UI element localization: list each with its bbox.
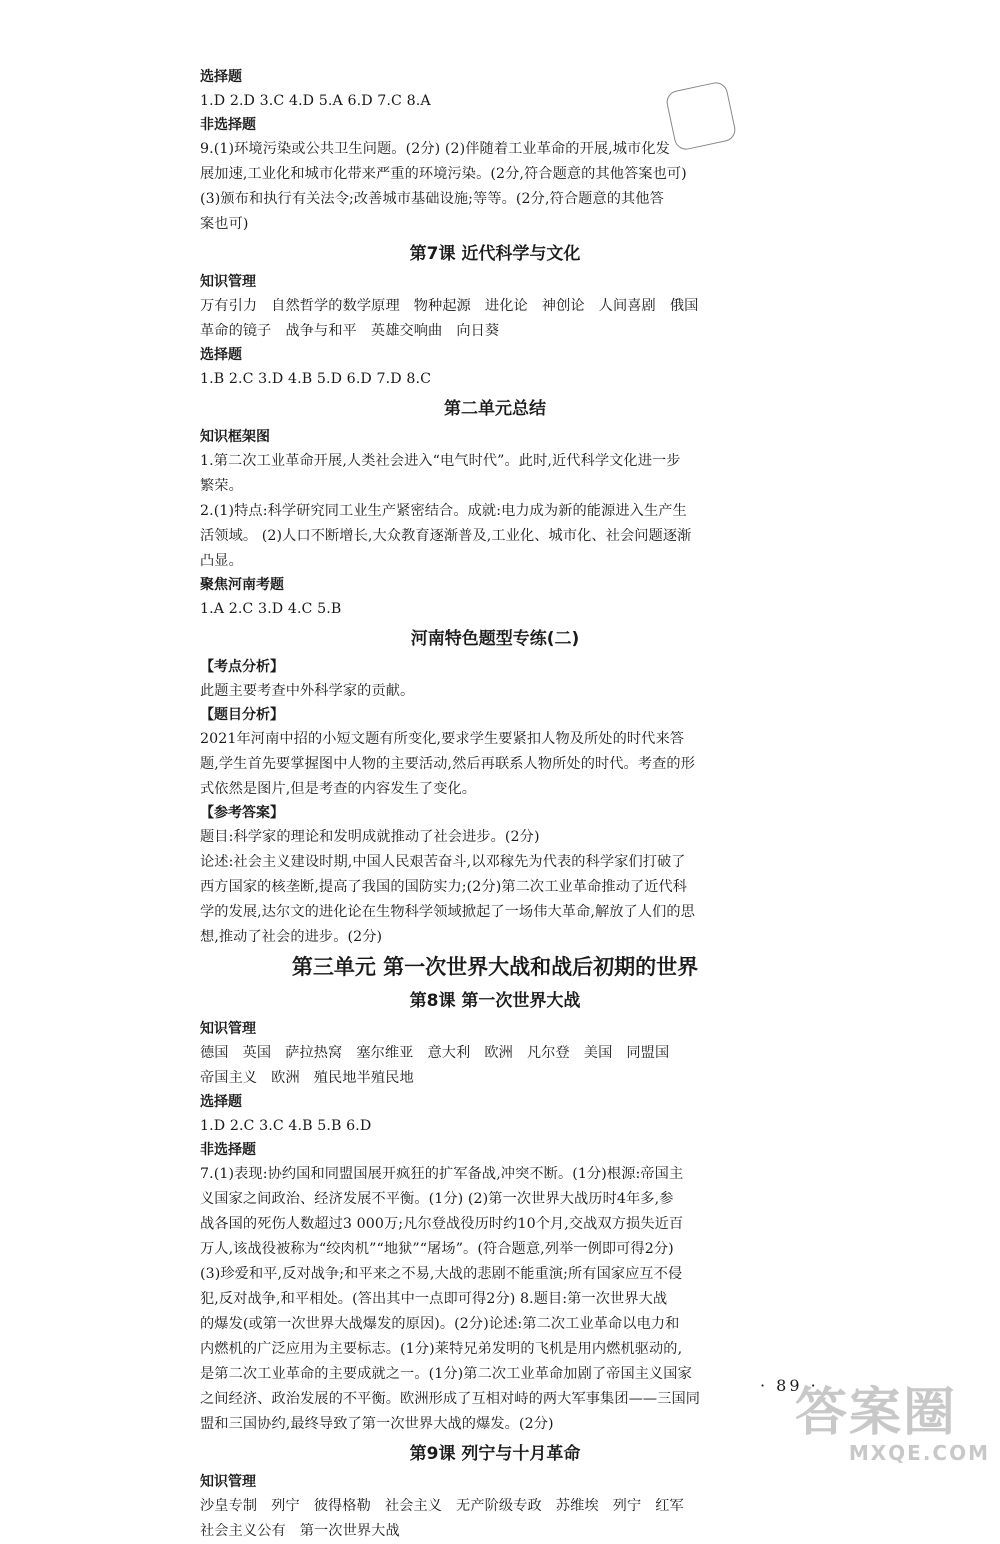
term-item: 凡尔登 bbox=[526, 1045, 570, 1061]
text-line: 1.A 2.C 3.D 4.C 5.B bbox=[200, 601, 342, 617]
term-item: 社会主义 bbox=[384, 1498, 443, 1514]
text-line: 1.D 2.C 3.C 4.B 5.B 6.D bbox=[200, 1118, 372, 1134]
text-line: 之间经济、政治发展的不平衡。欧洲形成了互相对峙的两大军事集团——三国同 bbox=[200, 1391, 701, 1407]
term-item: 列宁 bbox=[612, 1498, 642, 1514]
page-number: · 89 · bbox=[760, 1376, 819, 1395]
section-label: 知识框架图 bbox=[200, 429, 270, 445]
text-line: 学的发展,达尔文的进化论在生物科学领域掀起了一场伟大革命,解放了人们的思 bbox=[200, 904, 695, 920]
term-list-line bbox=[200, 1494, 790, 1519]
term-item: 欧洲 bbox=[484, 1045, 513, 1061]
term-item: 帝国主义 bbox=[200, 1070, 258, 1086]
section-label: 选择题 bbox=[200, 69, 242, 85]
section-label: 聚焦河南考题 bbox=[200, 577, 284, 593]
term-item: 彼得格勒 bbox=[313, 1498, 371, 1514]
term-item: 自然哲学的数学原理 bbox=[271, 298, 400, 314]
term-item: 英雄交响曲 bbox=[370, 323, 443, 339]
lesson-heading: 第9课 列宁与十月革命 bbox=[409, 1444, 581, 1464]
term-item: 苏维埃 bbox=[555, 1498, 599, 1514]
lesson-heading: 第8课 第一次世界大战 bbox=[409, 991, 581, 1011]
text-line: 1.D 2.D 3.C 4.D 5.A 6.D 7.C 8.A bbox=[200, 93, 431, 109]
lesson-heading: 河南特色题型专练(二) bbox=[410, 629, 580, 649]
text-line: 西方国家的核垄断,提高了我国的国防实力;(2分)第二次工业革命推动了近代科 bbox=[200, 879, 688, 895]
text-line: 此题主要考查中外科学家的贡献。 bbox=[200, 683, 415, 699]
section-label: 非选择题 bbox=[200, 117, 256, 133]
text-line: 万人,该战役被称为“绞肉机”“地狱”“屠场”。(符合题意,列举一例即可得2分) bbox=[200, 1241, 674, 1257]
watermark-main-text: 答案圈 bbox=[795, 1383, 958, 1443]
text-line: 想,推动了社会的进步。(2分) bbox=[200, 929, 383, 945]
term-list-line bbox=[200, 319, 790, 344]
term-item: 美国 bbox=[583, 1045, 613, 1061]
text-line: (3)颁布和执行有关法令;改善城市基础设施;等等。(2分,符合题意的其他答 bbox=[200, 191, 664, 207]
site-watermark bbox=[795, 1385, 990, 1470]
text-line: 2021年河南中招的小短文题有所变化,要求学生要紧扣人物及所处的时代来答 bbox=[200, 731, 685, 747]
term-list-line bbox=[200, 1519, 790, 1544]
term-item: 列宁 bbox=[271, 1498, 300, 1514]
term-item: 红军 bbox=[655, 1498, 684, 1514]
watermark-domain-text: MXQE.COM bbox=[848, 1441, 990, 1465]
term-item: 欧洲 bbox=[271, 1070, 300, 1086]
text-line: 活领域。 (2)人口不断增长,大众教育逐渐普及,工业化、城市化、社会问题逐渐 bbox=[200, 528, 692, 544]
text-line: 式依然是图片,但是考查的内容发生了变化。 bbox=[200, 781, 477, 797]
text-line: 的爆发(或第一次世界大战爆发的原因)。(2分)论述:第二次工业革命以电力和 bbox=[200, 1316, 680, 1332]
term-item: 革命的镜子 bbox=[200, 323, 272, 339]
term-item: 人间喜剧 bbox=[598, 298, 656, 314]
text-line: 题,学生首先要掌握图中人物的主要活动,然后再联系人物所处的时代。考查的形 bbox=[200, 756, 695, 772]
text-line: 7.(1)表现:协约国和同盟国展开疯狂的扩军备战,冲突不断。(1分)根源:帝国主 bbox=[200, 1166, 684, 1182]
text-line: 展加速,工业化和城市化带来严重的环境污染。(2分,符合题意的其他答案也可) bbox=[200, 166, 687, 182]
term-list-line bbox=[200, 1066, 790, 1091]
section-label: 知识管理 bbox=[200, 274, 256, 290]
text-line: 1.B 2.C 3.D 4.B 5.D 6.D 7.D 8.C bbox=[200, 371, 432, 387]
term-item: 进化论 bbox=[484, 298, 528, 314]
term-item: 无产阶级专政 bbox=[456, 1498, 542, 1514]
text-line: 论述:社会主义建设时期,中国人民艰苦奋斗,以邓稼先为代表的科学家们打破了 bbox=[200, 854, 686, 870]
section-label: 选择题 bbox=[200, 1094, 242, 1110]
text-line: 是第二次工业革命的主要成就之一。(1分)第二次工业革命加剧了帝国主义国家 bbox=[200, 1366, 692, 1382]
text-line: 题目:科学家的理论和发明成就推动了社会进步。(2分) bbox=[200, 829, 540, 845]
text-line: 2.(1)特点:科学研究同工业生产紧密结合。成就:电力成为新的能源进入生产生 bbox=[200, 503, 687, 519]
section-label: 【题目分析】 bbox=[200, 707, 284, 723]
text-line: 战各国的死伤人数超过3 000万;凡尔登战役历时约10个月,交战双方损失近百 bbox=[200, 1216, 684, 1232]
text-line: 义国家之间政治、经济发展不平衡。(1分) (2)第一次世界大战历时4年多,参 bbox=[200, 1191, 674, 1207]
section-label: 选择题 bbox=[200, 347, 242, 363]
term-item: 俄国 bbox=[669, 298, 699, 314]
section-label: 【参考答案】 bbox=[200, 805, 284, 821]
answer-page-content bbox=[200, 66, 790, 1544]
term-item: 战争与和平 bbox=[285, 323, 357, 339]
term-item: 萨拉热窝 bbox=[285, 1045, 343, 1061]
term-item: 沙皇专制 bbox=[200, 1498, 258, 1514]
text-line: 9.(1)环境污染或公共卫生问题。(2分) (2)伴随着工业革命的开展,城市化发 bbox=[200, 141, 670, 157]
term-item: 塞尔维亚 bbox=[356, 1045, 414, 1061]
unit-heading: 第三单元 第一次世界大战和战后初期的世界 bbox=[291, 955, 699, 979]
section-label: 非选择题 bbox=[200, 1142, 256, 1158]
term-item: 社会主义公有 bbox=[200, 1523, 286, 1539]
text-line: 案也可) bbox=[200, 216, 249, 232]
lesson-heading: 第二单元总结 bbox=[444, 399, 546, 419]
text-line: 盟和三国协约,最终导致了第一次世界大战的爆发。(2分) bbox=[200, 1416, 554, 1432]
text-line: 内燃机的广泛应用为主要标志。(1分)莱特兄弟发明的飞机是用内燃机驱动的, bbox=[200, 1341, 683, 1357]
term-item: 物种起源 bbox=[413, 298, 471, 314]
text-line: 繁荣。 bbox=[200, 478, 243, 494]
term-item: 德国 bbox=[200, 1045, 229, 1061]
term-item: 万有引力 bbox=[200, 298, 258, 314]
term-item: 殖民地半殖民地 bbox=[313, 1070, 414, 1086]
term-list-line bbox=[200, 294, 790, 319]
text-line: 犯,反对战争,和平相处。(答出其中一点即可得2分) 8.题目:第一次世界大战 bbox=[200, 1291, 668, 1307]
text-line: 凸显。 bbox=[200, 553, 243, 569]
text-line: 1.第二次工业革命开展,人类社会进入“电气时代”。此时,近代科学文化进一步 bbox=[200, 453, 681, 469]
section-label: 【考点分析】 bbox=[200, 659, 284, 675]
section-label: 知识管理 bbox=[200, 1021, 256, 1037]
term-item: 意大利 bbox=[427, 1045, 471, 1061]
term-item: 向日葵 bbox=[456, 323, 500, 339]
term-item: 英国 bbox=[242, 1045, 272, 1061]
lesson-heading: 第7课 近代科学与文化 bbox=[409, 244, 581, 264]
section-label: 知识管理 bbox=[200, 1474, 256, 1490]
term-item: 神创论 bbox=[541, 298, 585, 314]
term-list-line bbox=[200, 1041, 790, 1066]
text-line: (3)珍爱和平,反对战争;和平来之不易,大战的悲剧不能重演;所有国家应互不侵 bbox=[200, 1266, 683, 1282]
term-item: 同盟国 bbox=[626, 1045, 670, 1061]
term-item: 第一次世界大战 bbox=[299, 1523, 400, 1539]
